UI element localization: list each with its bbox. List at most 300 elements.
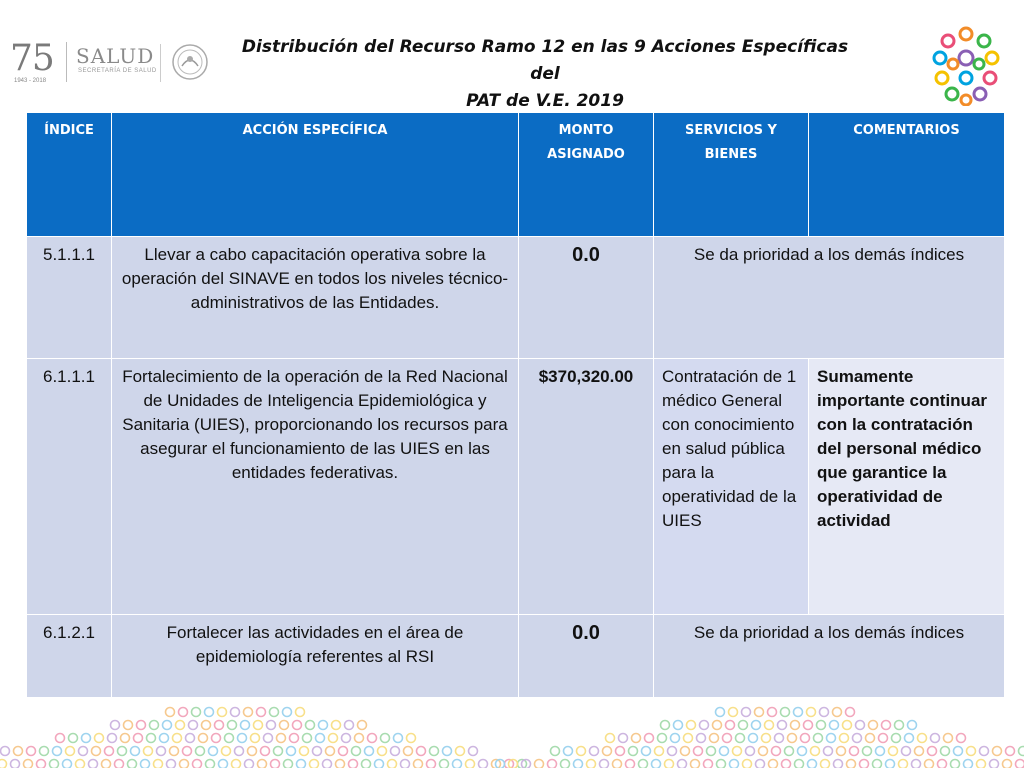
decorative-circle (394, 734, 403, 743)
cell-index: 5.1.1.1 (27, 237, 112, 359)
decorative-circle (147, 734, 156, 743)
decorative-circle (785, 747, 794, 756)
allocation-table (26, 112, 1004, 698)
decorative-circle (684, 734, 693, 743)
decorative-circle (915, 747, 924, 756)
decorative-circle (938, 760, 947, 768)
decorative-circle (807, 708, 816, 717)
decorative-circle (407, 734, 416, 743)
decorative-circle (912, 760, 921, 768)
decorative-circle (63, 760, 72, 768)
decorative-circle (443, 747, 452, 756)
decorative-circle (967, 747, 976, 756)
decorative-circle (131, 747, 140, 756)
decorative-circle (739, 721, 748, 730)
decorative-circle (899, 760, 908, 768)
decorative-circle (729, 708, 738, 717)
cell-services: Contratación de 1 médico General con conocimiento en salud pública para la operatividad de la UIES (654, 359, 809, 615)
decorative-circle (814, 734, 823, 743)
header-monto-asignado: MONTO ASIGNADO (519, 113, 654, 237)
table-row (27, 359, 1005, 615)
decorative-circle (388, 760, 397, 768)
decorative-circle (76, 760, 85, 768)
decorative-circle (306, 721, 315, 730)
decorative-circle (798, 747, 807, 756)
decorative-circle (332, 721, 341, 730)
decorative-circle (92, 747, 101, 756)
decorative-circle (655, 747, 664, 756)
decorative-circle (733, 747, 742, 756)
decorative-circle (856, 721, 865, 730)
decorative-circle (391, 747, 400, 756)
decorative-circle (323, 760, 332, 768)
decorative-circle (124, 721, 133, 730)
decorative-circle (600, 760, 609, 768)
decorative-circle (257, 708, 266, 717)
decorative-circle (238, 734, 247, 743)
decorative-circle (251, 734, 260, 743)
decorative-circle (300, 747, 309, 756)
decorative-circle (342, 734, 351, 743)
decorative-circle (639, 760, 648, 768)
decorative-circle (319, 721, 328, 730)
decorative-circle (827, 734, 836, 743)
decorative-circle (202, 721, 211, 730)
decorative-circle (193, 760, 202, 768)
decorative-circle (349, 760, 358, 768)
decorative-circle (358, 721, 367, 730)
decorative-circle (160, 734, 169, 743)
decorative-circle (944, 734, 953, 743)
decorative-circle (869, 721, 878, 730)
decorative-circle (209, 747, 218, 756)
decorative-circle (941, 747, 950, 756)
decorative-circle (694, 747, 703, 756)
decorative-circle (876, 747, 885, 756)
decorative-circle (781, 708, 790, 717)
decorative-circle (401, 760, 410, 768)
decorative-circle (205, 708, 214, 717)
table-header-row (27, 113, 1005, 237)
decorative-circle (918, 734, 927, 743)
decorative-circle (355, 734, 364, 743)
decorative-circle (163, 721, 172, 730)
header-servicios-y-bienes: SERVICIOS Y BIENES (654, 113, 809, 237)
decorative-circle (908, 721, 917, 730)
decorative-circle (902, 747, 911, 756)
decorative-circle (24, 760, 33, 768)
decorative-circle (102, 760, 111, 768)
decorative-circle (954, 747, 963, 756)
decorative-circle (118, 747, 127, 756)
cell-comments: Sumamente importante continuar con la contratación del personal médico que garantice la operatividad de actividad (809, 359, 1005, 615)
decorative-circle (840, 734, 849, 743)
decorative-circle (977, 760, 986, 768)
decorative-circle (853, 734, 862, 743)
decorative-circle (928, 747, 937, 756)
decorative-circle (417, 747, 426, 756)
decorative-circle (756, 760, 765, 768)
decorative-circle (79, 747, 88, 756)
decorative-circle (245, 760, 254, 768)
decorative-circle (258, 760, 267, 768)
decorative-circle (404, 747, 413, 756)
decorative-circle (713, 721, 722, 730)
decorative-circle (232, 760, 241, 768)
decorative-circle (951, 760, 960, 768)
decorative-circle (189, 721, 198, 730)
decorative-circle (196, 747, 205, 756)
decorative-circle (95, 734, 104, 743)
cell-amount: $370,320.00 (519, 359, 654, 615)
decorative-circle (820, 708, 829, 717)
decorative-circle (352, 747, 361, 756)
decorative-circle (892, 734, 901, 743)
decorative-circle (53, 747, 62, 756)
decorative-circle (616, 747, 625, 756)
decorative-circle (964, 760, 973, 768)
decorative-circle (850, 747, 859, 756)
decorative-circle (833, 708, 842, 717)
decorative-circle (837, 747, 846, 756)
decorative-circle (157, 747, 166, 756)
decorative-circle (14, 747, 23, 756)
cell-amount: 0.0 (519, 237, 654, 359)
decorative-circle (111, 721, 120, 730)
logo-divider (66, 42, 67, 82)
decorative-circle (717, 760, 726, 768)
decorative-circle (821, 760, 830, 768)
decorative-circle (69, 734, 78, 743)
decorative-circle (652, 760, 661, 768)
decorative-circle (775, 734, 784, 743)
decorative-circle (847, 760, 856, 768)
decorative-circle (772, 747, 781, 756)
decorative-circle (746, 747, 755, 756)
decorative-circle (645, 734, 654, 743)
title-line-2: PAT de V.E. 2019 (466, 91, 624, 111)
decorative-circle (186, 734, 195, 743)
decorative-circle (453, 760, 462, 768)
decorative-circle (293, 721, 302, 730)
decorative-circle (40, 747, 49, 756)
decorative-circle (957, 734, 966, 743)
decorative-circle (697, 734, 706, 743)
decorative-circle (222, 747, 231, 756)
decorative-circle (778, 721, 787, 730)
decorative-circle (882, 721, 891, 730)
decorative-circle (931, 734, 940, 743)
decorative-circle (345, 721, 354, 730)
decorative-circle (303, 734, 312, 743)
decorative-circle (658, 734, 667, 743)
decorative-circle (574, 760, 583, 768)
decorative-circle (316, 734, 325, 743)
decorative-circle (742, 708, 751, 717)
decorative-circle (980, 747, 989, 756)
decorative-circle (271, 760, 280, 768)
decorative-circle (89, 760, 98, 768)
decorative-circle (228, 721, 237, 730)
national-seal-icon (170, 42, 210, 82)
decorative-circle (1003, 760, 1012, 768)
decorative-circle (192, 708, 201, 717)
page-title (230, 34, 860, 115)
decorative-circle (218, 708, 227, 717)
decorative-circle (743, 760, 752, 768)
decorative-circle (11, 760, 20, 768)
decorative-circle (235, 747, 244, 756)
decorative-circle (427, 760, 436, 768)
decorative-circle (886, 760, 895, 768)
decorative-circle (603, 747, 612, 756)
decorative-circle (368, 734, 377, 743)
decorative-circle (668, 747, 677, 756)
cell-action: Llevar a cabo capacitación operativa sobre la operación del SINAVE en todos los niveles técnico-administrativos de las Entidades. (112, 237, 519, 359)
decorative-circle (791, 721, 800, 730)
decorative-circle (37, 760, 46, 768)
decorative-circle (267, 721, 276, 730)
decorative-circle (128, 760, 137, 768)
decorative-circle (144, 747, 153, 756)
decorative-circle (150, 721, 159, 730)
decorative-circle (710, 734, 719, 743)
header-comentarios: COMENTARIOS (809, 113, 1005, 237)
decorative-circle (199, 734, 208, 743)
decorative-circle (329, 734, 338, 743)
decorative-circle (782, 760, 791, 768)
decorative-circle (804, 721, 813, 730)
decorative-circle (1, 747, 10, 756)
decorative-circle (704, 760, 713, 768)
decorative-circle (801, 734, 810, 743)
decorative-circle (141, 760, 150, 768)
decorative-circle (811, 747, 820, 756)
decorative-circle (212, 734, 221, 743)
decorative-circle (866, 734, 875, 743)
decorative-circle (66, 747, 75, 756)
decorative-circle (362, 760, 371, 768)
decorative-circle (759, 747, 768, 756)
header-accion-especifica: ACCIÓN ESPECÍFICA (112, 113, 519, 237)
decorative-circle (277, 734, 286, 743)
decorative-circle (990, 760, 999, 768)
decorative-circle (479, 760, 488, 768)
decorative-circle (0, 760, 7, 768)
decorative-circle (215, 721, 224, 730)
decorative-circle (167, 760, 176, 768)
decorative-circle (691, 760, 700, 768)
decorative-circle (254, 721, 263, 730)
decorative-circle (244, 708, 253, 717)
decorative-circle (726, 721, 735, 730)
decorative-circle (755, 708, 764, 717)
cell-index: 6.1.1.1 (27, 359, 112, 615)
decorative-circle (794, 708, 803, 717)
decorative-circle (700, 721, 709, 730)
decorative-circle (261, 747, 270, 756)
anniversary-75-logo: 75 (10, 38, 54, 79)
decorative-circle (339, 747, 348, 756)
decorative-circle (82, 734, 91, 743)
decorative-circle (469, 747, 478, 756)
decorative-circle (681, 747, 690, 756)
cell-index: 6.1.2.1 (27, 615, 112, 698)
decorative-circle (720, 747, 729, 756)
decorative-circle (795, 760, 804, 768)
decorative-circle (1019, 747, 1024, 756)
decorative-circle (297, 760, 306, 768)
decorative-circle (280, 721, 289, 730)
decorative-circle (287, 747, 296, 756)
decorative-circle (561, 760, 570, 768)
decorative-circle (414, 760, 423, 768)
decorative-circle (336, 760, 345, 768)
title-line-1: Distribución del Recurso Ramo 12 en las 9 Acciones Específicas del (241, 37, 849, 84)
decorative-circle (665, 760, 674, 768)
decorative-circle (381, 734, 390, 743)
decorative-circle (440, 760, 449, 768)
decorative-circle (749, 734, 758, 743)
decorative-circle (375, 760, 384, 768)
decorative-circle (105, 747, 114, 756)
decorative-circle (176, 721, 185, 730)
decorative-circle (134, 734, 143, 743)
decorative-circle (590, 747, 599, 756)
decorative-circle (173, 734, 182, 743)
header-indice: ÍNDICE (27, 113, 112, 237)
cell-merged-note: Se da prioridad a los demás índices (654, 615, 1005, 698)
circles-logo-icon (926, 24, 1006, 106)
decorative-circle (736, 734, 745, 743)
decorative-circle (678, 760, 687, 768)
decorative-circle (873, 760, 882, 768)
decorative-circle (889, 747, 898, 756)
decorative-circle (925, 760, 934, 768)
decorative-circle (264, 734, 273, 743)
cell-merged-note: Se da prioridad a los demás índices (654, 237, 1005, 359)
decorative-circle (551, 747, 560, 756)
decorative-circle (270, 708, 279, 717)
decorative-circle (27, 747, 36, 756)
decorative-circle (905, 734, 914, 743)
table-row (27, 237, 1005, 359)
decorative-circle (206, 760, 215, 768)
decorative-circle (577, 747, 586, 756)
decorative-circle (1016, 760, 1024, 768)
decorative-circle (752, 721, 761, 730)
decorative-circle (166, 708, 175, 717)
decorative-circle (768, 708, 777, 717)
decorative-circle (716, 708, 725, 717)
decorative-circle (674, 721, 683, 730)
decorative-circle (310, 760, 319, 768)
decorative-circle (626, 760, 635, 768)
decorative-circle (860, 760, 869, 768)
cell-amount: 0.0 (519, 615, 654, 698)
decorative-circle (154, 760, 163, 768)
cell-action: Fortalecer las actividades en el área de epidemiología referentes al RSI (112, 615, 519, 698)
decorative-circle (879, 734, 888, 743)
decorative-circle (284, 760, 293, 768)
logo-divider (160, 44, 161, 82)
decorative-circle (824, 747, 833, 756)
anniversary-years: 1943 - 2018 (14, 78, 47, 84)
salud-logo: SALUD (76, 44, 155, 68)
decorative-circle (56, 734, 65, 743)
government-logos (10, 36, 215, 92)
decorative-circle (183, 747, 192, 756)
decorative-circle (219, 760, 228, 768)
decorative-circle (313, 747, 322, 756)
decorative-circle (466, 760, 475, 768)
decorative-circle (629, 747, 638, 756)
decorative-circle (225, 734, 234, 743)
decorative-circle (231, 708, 240, 717)
decorative-circle (50, 760, 59, 768)
decorative-circle (290, 734, 299, 743)
decorative-circle (180, 760, 189, 768)
decorative-circle (834, 760, 843, 768)
decorative-circle (121, 734, 130, 743)
decorative-circle (548, 760, 557, 768)
decorative-circle (326, 747, 335, 756)
decorative-circle (723, 734, 732, 743)
decorative-circle (108, 734, 117, 743)
decorative-circle (241, 721, 250, 730)
decorative-circle (687, 721, 696, 730)
decorative-circle (762, 734, 771, 743)
decorative-circle (378, 747, 387, 756)
decorative-circle (296, 708, 305, 717)
decorative-circle (283, 708, 292, 717)
decorative-circle (895, 721, 904, 730)
decorative-circle (863, 747, 872, 756)
decorative-circle (671, 734, 680, 743)
decorative-circle (613, 760, 622, 768)
decorative-circle (430, 747, 439, 756)
decorative-circle (274, 747, 283, 756)
decorative-circle (619, 734, 628, 743)
table-row (27, 615, 1005, 698)
decorative-circle (808, 760, 817, 768)
cell-action: Fortalecimiento de la operación de la Red Nacional de Unidades de Inteligencia Epidemiológica y Sanitaria (UIES), proporcionando los recursos para asegurar el funcionamiento de las UIES en las entidades federativas. (112, 359, 519, 615)
decorative-circle (765, 721, 774, 730)
decorative-circle (606, 734, 615, 743)
decorative-circle (535, 760, 544, 768)
decorative-circle (179, 708, 188, 717)
decorative-circle (170, 747, 179, 756)
decorative-circle (843, 721, 852, 730)
decorative-circle (661, 721, 670, 730)
decorative-circle (730, 760, 739, 768)
decorative-dots-pattern (0, 706, 1024, 768)
decorative-circle (642, 747, 651, 756)
salud-subtitle: SECRETARÍA DE SALUD (78, 68, 157, 74)
decorative-circle (830, 721, 839, 730)
decorative-circle (587, 760, 596, 768)
decorative-circle (248, 747, 257, 756)
decorative-circle (788, 734, 797, 743)
decorative-circle (769, 760, 778, 768)
decorative-circle (456, 747, 465, 756)
decorative-circle (1006, 747, 1015, 756)
decorative-circle (632, 734, 641, 743)
decorative-circle (846, 708, 855, 717)
decorative-circle (817, 721, 826, 730)
decorative-circle (564, 747, 573, 756)
decorative-circle (707, 747, 716, 756)
